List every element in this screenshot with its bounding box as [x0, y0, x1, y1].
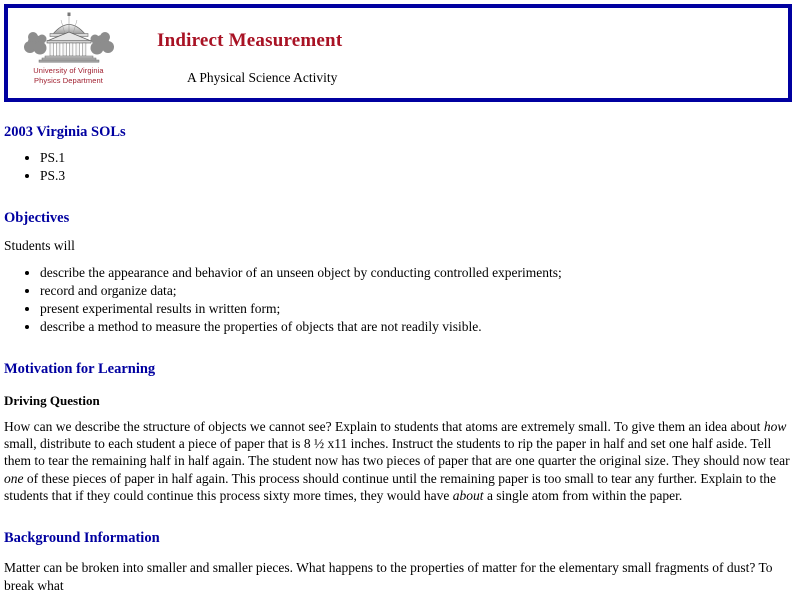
header-title-block	[121, 8, 788, 86]
list-item: • PS.3	[40, 167, 794, 184]
page-header-banner	[4, 4, 792, 102]
paragraph-emphasis: about	[452, 487, 484, 503]
objectives-list	[4, 264, 794, 335]
paragraph-emphasis: one	[4, 470, 24, 486]
motivation-paragraph	[4, 418, 794, 504]
page-title: Indirect Measurement	[157, 30, 343, 51]
uva-rotunda-logo-icon	[23, 12, 115, 64]
section-heading-sols: 2003 Virginia SOLs	[4, 124, 126, 140]
section-heading-objectives: Objectives	[4, 210, 70, 227]
paragraph-segment: of these pieces of paper in half again. This process should continue until the remaining paper is too small to tear any further. Explain to the students that if they could continue this process sixty more times, they would have	[4, 470, 777, 503]
list-item: • PS.1	[40, 149, 794, 166]
list-item: • present experimental results in written form;	[40, 300, 794, 317]
paragraph-segment: a single atom from within the paper.	[483, 487, 683, 503]
section-heading-background: Background Information	[4, 530, 160, 547]
sub-heading-driving-question: Driving Question	[4, 392, 100, 408]
uva-logo-block	[8, 8, 121, 86]
objectives-intro: Students will	[4, 238, 75, 254]
paragraph-segment: How can we describe the structure of objects we cannot see? Explain to students that atoms are extremely small. To give them an idea about	[4, 418, 764, 434]
sols-list	[4, 149, 794, 184]
background-paragraph-clipped: Matter can be broken into smaller and smaller pieces. What happens to the properties of matter for the elementary small fragments of dust? To break what	[4, 560, 773, 593]
list-item: • describe the appearance and behavior of an unseen object by conducting controlled experiments;	[40, 264, 794, 281]
page-subtitle: A Physical Science Activity	[187, 70, 338, 86]
paragraph-emphasis: how	[763, 418, 787, 434]
section-heading-motivation: Motivation for Learning	[4, 361, 156, 378]
logo-caption-line-2: Physics Department	[34, 76, 103, 86]
logo-caption-line-1: University of Virginia	[33, 66, 104, 75]
list-item: • record and organize data;	[40, 282, 794, 299]
paragraph-segment: small, distribute to each student a piece of paper that is 8 ½ x11 inches. Instruct the students to rip the paper in half and set one half aside. Tell them to tear the remaining half in half again. The student now has two pieces of paper that are one quarter the original size. They should now tear	[4, 436, 790, 469]
uva-logo-caption	[16, 66, 121, 86]
list-item: • describe a method to measure the properties of objects that are not readily visible.	[40, 318, 794, 335]
document-body	[0, 124, 800, 593]
